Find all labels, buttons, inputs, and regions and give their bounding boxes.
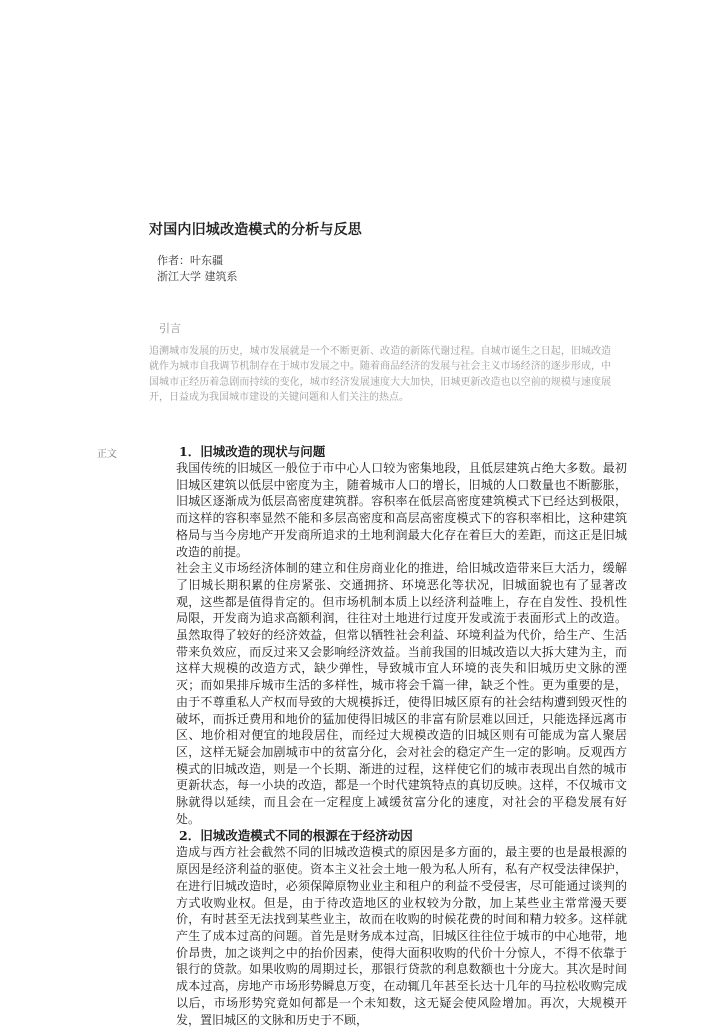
section-2-paragraph-1: 造成与西方社会截然不同的旧城改造模式的原因是多方面的，最主要的也是最根源的原因是经济利益的驱使。资本主义社会土地一般为私人所有，私有产权受法律保护，在进行旧城改造时，必须保障原物业业主和租户的利益不受侵害，尽可能通过谈判的方式收购业权。但是，由于待改造地区的业权较为分散，加上某些业主常常漫天要价，有时甚至无法找到某些业主，故而在收购的时候花费的时间和精力较多。这样就产生了成本过高的问题。首先是财务成本过高，旧城区往往位于城市的中心地带，地价昂贵，加之谈判之中的抬价因素，使得大面积收购的代价十分惊人，不得不依靠于银行的贷款。如果收购的周期过长，那银行贷款的利息数额也十分庞大。其次是时间成本过高，房地产市场形势瞬息万变，在动辄几年甚至长达十几年的马拉松收购完成以后，市场形势究竟如何都是一个未知数，这无疑会使风险增加。再次，大规模开发，置旧城区的文脉和历史于不顾， <box>176 845 627 1027</box>
section-1-heading: 1．旧城改造的现状与问题 <box>179 444 326 459</box>
section-1-paragraph-2: 社会主义市场经济体制的建立和住房商业化的推进，给旧城改造带来巨大活力，缓解了旧城长期积累的住房紧张、交通拥挤、环境恶化等状况，旧城面貌也有了显著改观，这些都是值得肯定的。但市场机制本质上以经济利益唯上，存在自发性、投机性局限，开发商为追求高额利润，往往对土地进行过度开发或流于表面形式上的改造。虽然取得了较好的经济效益，但常以牺牲社会利益、环境利益为代价，给生产、生活带来负效应，而反过来又会影响经济效益。当前我国的旧城改造以大拆大建为主，而这样大规模的改造方式，缺少弹性，导致城市宜人环境的丧失和旧城历史文脉的湮灭；而如果排斥城市生活的多样性，城市将会千篇一律，缺乏个性。更为重要的是，由于不尊重私人产权而导致的大规模拆迁，使得旧城区原有的社会结构遭到毁灭性的破坏，而拆迁费用和地价的猛加使得旧城区的非富有阶层难以回迁，只能选择远离市区、地价相对便宜的地段居住，而经过大规模改造的旧城区则有可能成为富人聚居区，这样无疑会加剧城市中的贫富分化，会对社会的稳定产生一定的影响。反观西方模式的旧城改造，则是一个长期、渐进的过程，这样使它们的城市表现出自然的城市更新状态，每一小块的改造，都是一个时代建筑特点的真切反映。这样，不仅城市文脉就得以延续，而且会在一定程度上减缓贫富分化的速度，对社会的平稳发展有好处。 <box>176 561 627 826</box>
author-line: 作者：叶东疆 <box>157 254 223 267</box>
section-1-paragraph-1: 我国传统的旧城区一般位于市中心人口较为密集地段，且低层建筑占绝大多数。最初旧城区建筑以低层中密度为主，随着城市人口的增长，旧城的人口数量也不断膨胀，旧城区逐渐成为低层高密度建筑群。容积率在低层高密度建筑模式下已经达到极限，而这样的容积率显然不能和多层高密度和高层高密度模式下的容积率相比，这种建筑格局与当今房地产开发商所追求的土地利润最大化存在着巨大的差距，而这正是旧城改造的前提。 <box>176 461 627 559</box>
main-body <box>176 443 627 1028</box>
document-title: 对国内旧城改造模式的分析与反思 <box>149 222 362 238</box>
affiliation-line: 浙江大学 建筑系 <box>157 270 238 283</box>
abstract-text: 追溯城市发展的历史，城市发展就是一个不断更新、改造的新陈代谢过程。自城市诞生之日起，旧城改造就作为城市自我调节机制存在于城市发展之中。随着商品经济的发展与社会主义市场经济的逐步形成，中国城市正经历着急剧而持续的变化，城市经济发展速度大大加快，旧城更新改造也以空前的规模与速度展开，日益成为我国城市建设的关键问题和人们关注的热点。 <box>149 346 611 404</box>
section-2-heading: 2．旧城改造模式不同的根源在于经济动因 <box>179 828 413 844</box>
body-side-label: 正文 <box>97 449 117 460</box>
author-block <box>157 253 238 285</box>
abstract-heading: 引言 <box>159 322 181 335</box>
